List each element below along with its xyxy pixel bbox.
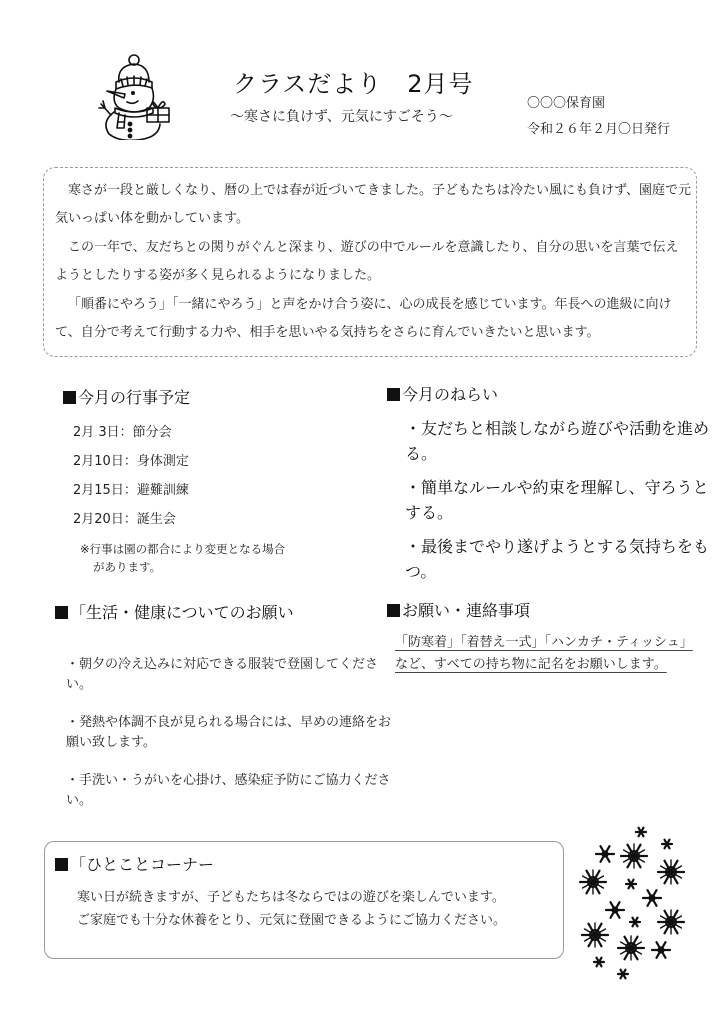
snowman-icon [97, 52, 173, 140]
intro-paragraph: 「順番にやろう」「一緒にやろう」と声をかけ合う姿に、心の成長を感じています。年長への進級に向けて、自分で考えて行動する力や、相手を思いやる気持ちをさらに育んでいきたいと思います。 [55, 296, 672, 341]
corner-line: ご家庭でも十分な休養をとり、元気に登園できるようにご協力ください。 [77, 913, 507, 928]
health-item: ・発熱や体調不良が見られる場合には、早めの連絡をお願い致します。 [66, 715, 392, 750]
aim-item: ・友だちと相談しながら遊びや活動を進める。 [405, 419, 710, 463]
corner-box [44, 841, 564, 959]
intro-box [43, 167, 697, 357]
aims-list [405, 416, 715, 593]
health-heading-label: 「生活・健康についてのお願い [70, 603, 294, 622]
page-title: クラスだより 2月号 [233, 70, 474, 98]
health-item: ・手洗い・うがいを心掛け、感染症予防にご協力ください。 [66, 773, 391, 808]
event-item: 2月15日：避難訓練 [73, 483, 189, 498]
square-bullet-icon [55, 606, 68, 619]
notices-heading-label: お願い・連絡事項 [402, 601, 531, 620]
health-list [66, 655, 391, 829]
event-item: 2月 3日：節分会 [73, 425, 172, 440]
square-bullet-icon [387, 388, 400, 401]
events-list [73, 418, 189, 534]
square-bullet-icon [55, 858, 68, 871]
school-name: 〇〇〇保育園 [527, 96, 606, 111]
health-item: ・朝夕の冷え込みに対応できる服装で登園してください。 [66, 657, 379, 692]
aim-item: ・最後までやり遂げようとする気持ちをもつ。 [405, 537, 710, 581]
event-item: 2月20日：誕生会 [73, 512, 176, 527]
notices-text: 「防寒着」「着替え一式」「ハンカチ・ティッシュ」など、すべての持ち物に記名をお願いします。 [395, 635, 693, 672]
aims-heading-label: 今月のねらい [402, 385, 499, 404]
corner-line: 寒い日が続きますが、子どもたちは冬ならではの遊びを楽しんでいます。 [77, 890, 505, 905]
page-subtitle: ～寒さに負けず、元気にすごそう～ [230, 109, 453, 125]
events-note [80, 540, 285, 576]
intro-text [55, 177, 691, 347]
square-bullet-icon [63, 391, 76, 404]
issue-date: 令和２６年２月〇日発行 [527, 122, 671, 137]
intro-paragraph: この一年で、友だちとの関りがぐんと深まり、遊びの中でルールを意識したり、自分の思いを言葉で伝えようとしたりする姿が多く見られるようになりました。 [55, 239, 679, 284]
aim-item: ・簡単なルールや約束を理解し、守ろうとする。 [405, 478, 709, 522]
health-heading [55, 600, 294, 623]
events-note-line: ※行事は園の都合により変更となる場合 [80, 542, 286, 556]
event-item: 2月10日：身体測定 [73, 454, 189, 469]
intro-paragraph: 寒さが一段と厳しくなり、暦の上では春が近づいてきました。子どもたちは冷たい風にも負けず、園庭で元気いっぱい体を動かしています。 [55, 183, 691, 227]
events-heading-label: 今月の行事予定 [78, 388, 191, 407]
corner-text [77, 886, 506, 932]
events-note-line: があります。 [93, 560, 162, 574]
corner-heading [55, 852, 214, 875]
corner-heading-label: 「ひとことコーナー [70, 855, 215, 874]
square-bullet-icon [387, 604, 400, 617]
events-heading [63, 385, 190, 408]
snowflake-cluster-icon [575, 822, 700, 987]
notices-heading [387, 598, 530, 621]
aims-heading [387, 382, 498, 405]
